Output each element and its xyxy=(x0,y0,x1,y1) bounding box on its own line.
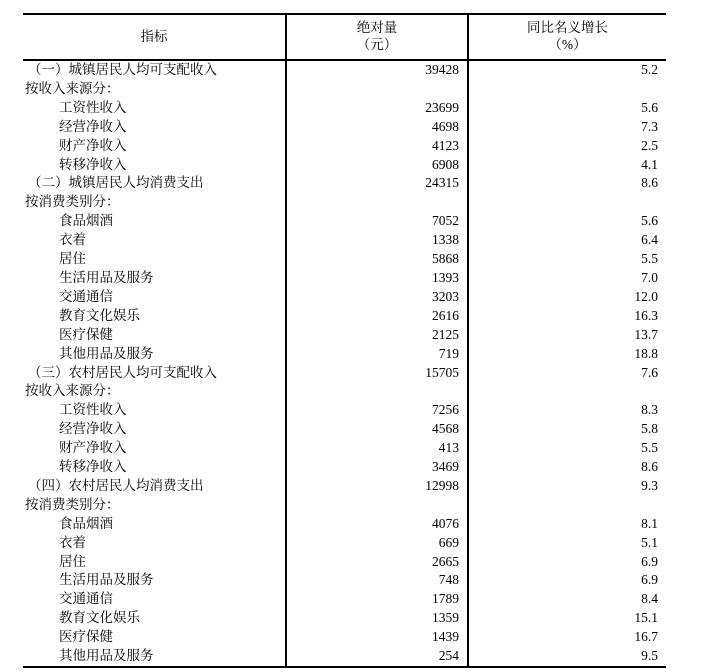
row-absolute-value: 3469 xyxy=(286,458,468,477)
row-growth-value: 6.9 xyxy=(641,553,658,569)
row-growth-value: 6.9 xyxy=(641,572,658,588)
table-body xyxy=(23,60,666,667)
table-row xyxy=(23,590,666,609)
row-growth-value: 7.6 xyxy=(641,364,658,380)
row-growth-value xyxy=(468,80,666,99)
row-growth-value: 8.6 xyxy=(641,459,658,475)
row-label: 教育文化娱乐 xyxy=(23,609,286,628)
row-absolute-value: 1439 xyxy=(286,628,468,647)
col-header-absolute-amount xyxy=(286,14,468,60)
row-absolute-value: 4076 xyxy=(286,515,468,534)
row-absolute-value: 23699 xyxy=(286,99,468,118)
row-growth-value: 16.3 xyxy=(634,307,658,323)
table-row xyxy=(23,420,666,439)
table-row xyxy=(23,326,666,345)
row-absolute-value xyxy=(286,193,468,212)
col-header-indicator xyxy=(23,14,286,60)
table-row xyxy=(23,534,666,553)
row-growth-value: 2.5 xyxy=(641,137,658,153)
table-row xyxy=(23,80,666,99)
table-row xyxy=(23,345,666,364)
row-label: 工资性收入 xyxy=(23,99,286,118)
row-absolute-value: 15705 xyxy=(286,364,468,383)
table-row xyxy=(23,212,666,231)
col-header-growth-line2: （%） xyxy=(548,37,587,52)
row-label: 衣着 xyxy=(23,534,286,553)
row-label: 其他用品及服务 xyxy=(23,647,286,667)
col-header-growth-line1: 同比名义增长 xyxy=(527,20,608,35)
row-growth-value: 8.4 xyxy=(641,591,658,607)
row-label: 交通通信 xyxy=(23,590,286,609)
table-row xyxy=(23,382,666,401)
row-growth-value: 9.3 xyxy=(641,477,658,493)
row-absolute-value xyxy=(286,80,468,99)
table-row xyxy=(23,477,666,496)
row-absolute-value: 2125 xyxy=(286,326,468,345)
table-row xyxy=(23,193,666,212)
table-row xyxy=(23,137,666,156)
row-absolute-value: 1359 xyxy=(286,609,468,628)
table-row xyxy=(23,401,666,420)
row-growth-value: 5.8 xyxy=(641,421,658,437)
table-row xyxy=(23,307,666,326)
table-row xyxy=(23,174,666,193)
row-absolute-value: 254 xyxy=(286,647,468,667)
row-growth-value: 8.3 xyxy=(641,402,658,418)
row-absolute-value: 6908 xyxy=(286,156,468,175)
row-growth-value: 8.6 xyxy=(641,175,658,191)
row-growth-value: 5.6 xyxy=(641,213,658,229)
row-absolute-value: 1393 xyxy=(286,269,468,288)
table-row xyxy=(23,231,666,250)
row-growth-value: 5.6 xyxy=(641,99,658,115)
row-growth-value: 15.1 xyxy=(634,610,658,626)
row-label: 教育文化娱乐 xyxy=(23,307,286,326)
row-label: 其他用品及服务 xyxy=(23,345,286,364)
row-growth-value: 7.0 xyxy=(641,269,658,285)
col-header-indicator-label: 指标 xyxy=(140,28,168,44)
income-expenditure-table xyxy=(23,13,666,668)
row-label: （四）农村居民人均消费支出 xyxy=(23,477,286,496)
col-header-yoy-growth xyxy=(468,14,666,60)
table-row xyxy=(23,496,666,515)
row-absolute-value: 2665 xyxy=(286,553,468,572)
table-row xyxy=(23,647,666,667)
table-row xyxy=(23,99,666,118)
table-row xyxy=(23,364,666,383)
row-growth-value xyxy=(468,193,666,212)
row-label: 按消费类别分： xyxy=(23,193,286,212)
col-header-absolute-line1: 绝对量 xyxy=(356,20,398,35)
row-growth-value: 12.0 xyxy=(634,288,658,304)
table-row xyxy=(23,118,666,137)
row-absolute-value: 748 xyxy=(286,571,468,590)
row-label: 经营净收入 xyxy=(23,118,286,137)
row-label: 居住 xyxy=(23,250,286,269)
row-growth-value: 5.2 xyxy=(641,62,658,77)
row-label: （二）城镇居民人均消费支出 xyxy=(23,174,286,193)
table-row xyxy=(23,60,666,80)
row-absolute-value: 4568 xyxy=(286,420,468,439)
table-row xyxy=(23,269,666,288)
row-growth-value: 5.5 xyxy=(641,251,658,267)
row-label: 转移净收入 xyxy=(23,458,286,477)
row-label: 经营净收入 xyxy=(23,420,286,439)
table-row xyxy=(23,628,666,647)
row-absolute-value xyxy=(286,382,468,401)
row-growth-value: 5.1 xyxy=(641,534,658,550)
row-absolute-value: 1338 xyxy=(286,231,468,250)
row-growth-value: 16.7 xyxy=(634,629,658,645)
row-growth-value: 6.4 xyxy=(641,232,658,248)
table-row xyxy=(23,288,666,307)
row-growth-value: 18.8 xyxy=(634,345,658,361)
row-label: 按收入来源分： xyxy=(23,382,286,401)
row-absolute-value: 4698 xyxy=(286,118,468,137)
table-row xyxy=(23,553,666,572)
row-absolute-value: 719 xyxy=(286,345,468,364)
row-label: 转移净收入 xyxy=(23,156,286,175)
table-row xyxy=(23,609,666,628)
row-growth-value xyxy=(468,496,666,515)
row-label: 财产净收入 xyxy=(23,439,286,458)
row-label: 生活用品及服务 xyxy=(23,269,286,288)
row-growth-value xyxy=(468,382,666,401)
row-label: 食品烟酒 xyxy=(23,515,286,534)
row-absolute-value: 1789 xyxy=(286,590,468,609)
row-absolute-value: 413 xyxy=(286,439,468,458)
row-growth-value: 13.7 xyxy=(634,326,658,342)
row-absolute-value: 669 xyxy=(286,534,468,553)
row-absolute-value: 7052 xyxy=(286,212,468,231)
row-label: 医疗保健 xyxy=(23,628,286,647)
row-absolute-value: 12998 xyxy=(286,477,468,496)
row-label: 居住 xyxy=(23,553,286,572)
table-row xyxy=(23,250,666,269)
row-label: 按消费类别分： xyxy=(23,496,286,515)
table-row xyxy=(23,439,666,458)
row-absolute-value xyxy=(286,496,468,515)
row-label: （三）农村居民人均可支配收入 xyxy=(23,364,286,383)
row-label: 工资性收入 xyxy=(23,401,286,420)
row-label: 医疗保健 xyxy=(23,326,286,345)
table-row xyxy=(23,571,666,590)
row-growth-value: 4.1 xyxy=(641,156,658,172)
row-label: 按收入来源分： xyxy=(23,80,286,99)
row-absolute-value: 24315 xyxy=(286,174,468,193)
table-row xyxy=(23,458,666,477)
row-growth-value: 7.3 xyxy=(641,118,658,134)
row-growth-value: 5.5 xyxy=(641,440,658,456)
row-absolute-value: 7256 xyxy=(286,401,468,420)
row-absolute-value: 4123 xyxy=(286,137,468,156)
row-label: 衣着 xyxy=(23,231,286,250)
row-absolute-value: 39428 xyxy=(286,60,468,80)
row-growth-value: 9.5 xyxy=(641,648,658,664)
table-row xyxy=(23,156,666,175)
row-absolute-value: 2616 xyxy=(286,307,468,326)
row-absolute-value: 5868 xyxy=(286,250,468,269)
row-label: 生活用品及服务 xyxy=(23,571,286,590)
row-absolute-value: 3203 xyxy=(286,288,468,307)
row-label: 食品烟酒 xyxy=(23,212,286,231)
col-header-absolute-line2: （元） xyxy=(356,37,398,52)
row-label: 交通通信 xyxy=(23,288,286,307)
row-label: 财产净收入 xyxy=(23,137,286,156)
table-row xyxy=(23,515,666,534)
row-label: （一）城镇居民人均可支配收入 xyxy=(23,60,286,80)
header-row xyxy=(23,14,666,60)
row-growth-value: 8.1 xyxy=(641,515,658,531)
